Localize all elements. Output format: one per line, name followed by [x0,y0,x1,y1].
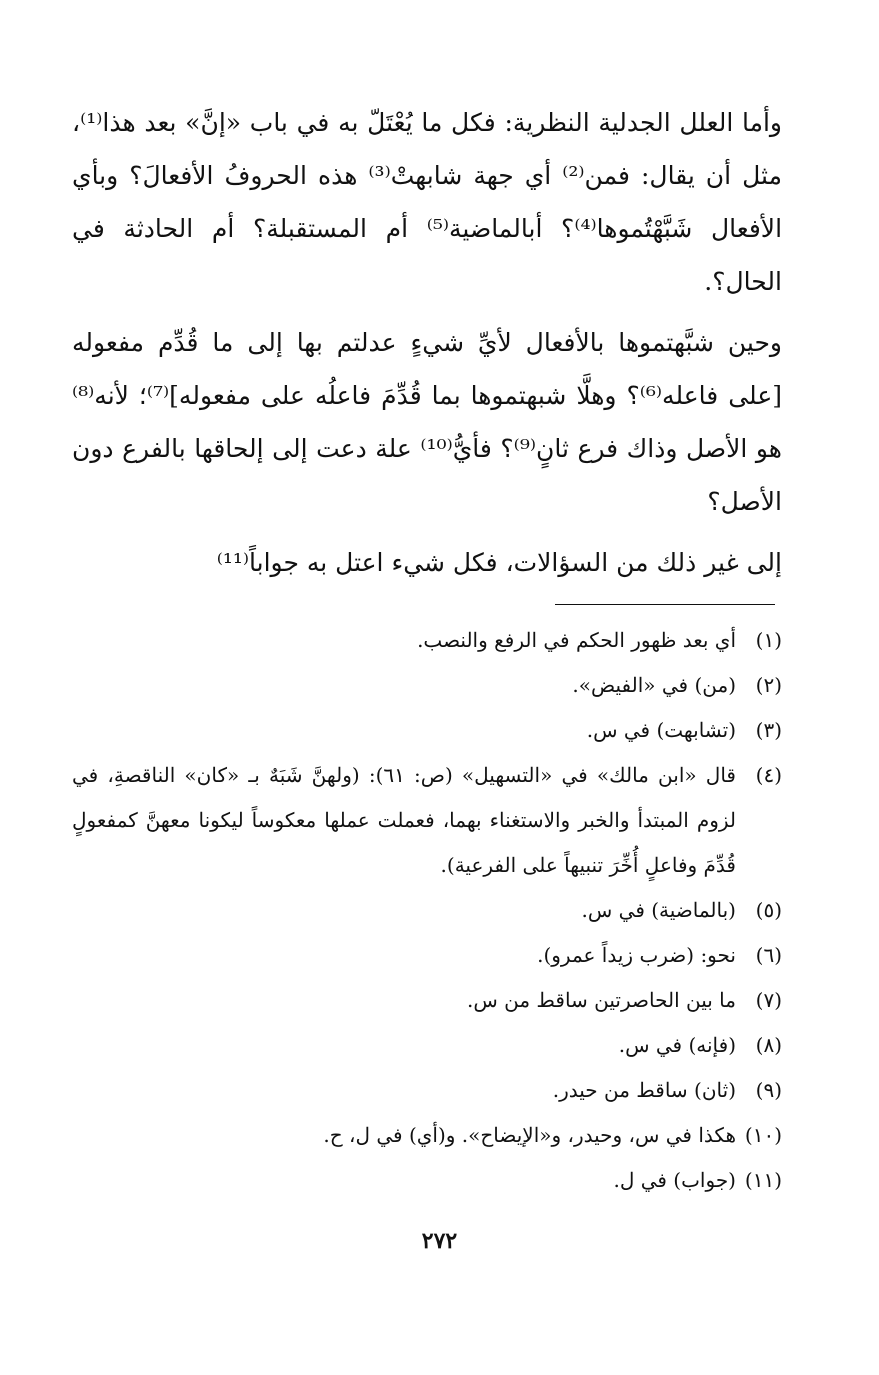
footnote-separator [555,604,775,605]
footnote-text: قال «ابن مالك» في «التسهيل» (ص: ٦١): (ولهنَّ شَبَهٌ بـ «كان» الناقصةِ، في لزوم المبتدأ والخبر والاستغناء بهما، فعملت عملها معكوساً ليكونا معهنَّ كمفعولٍ قُدِّمَ وفاعلٍ أُخِّرَ تنبيهاً على الفرعية). [72,763,736,877]
footnote [72,1068,782,1113]
footnote-number: (٩) [755,1078,782,1102]
footnote-text: (فإنه) في س. [618,1033,736,1057]
footnote-text: (تشابهت) في س. [586,718,736,742]
footnote [72,1158,782,1203]
paragraph: وأما العلل الجدلية النظرية: فكل ما يُعْتَلّ به في باب «إنَّ» بعد هذا⁽¹⁾، مثل أن يقال: فمن⁽²⁾ أي جهة شابهتْ⁽³⁾ هذه الحروفُ الأفعالَ؟ وبأي الأفعال شَبَّهْتُموها⁽⁴⁾؟ أبالماضية⁽⁵⁾ أم المستقبلة؟ أم الحادثة في الحال؟. [72,108,783,296]
footnote [72,708,782,753]
footnote [72,618,782,663]
footnote [72,933,782,978]
footnote-text: (جواب) في ل. [613,1168,736,1192]
footnotes [72,618,782,1203]
footnote-number: (٨) [755,1033,782,1057]
paragraph: وحين شبَّهتموها بالأفعال لأيِّ شيءٍ عدلتم بها إلى ما قُدِّم مفعوله [على فاعله⁽⁶⁾؟ وهلَّا شبهتموها بما قُدِّمَ فاعلُه على مفعوله]⁽⁷⁾؛ لأنه⁽⁸⁾ هو الأصل وذاك فرع ثانٍ⁽⁹⁾؟ فأيُّ⁽¹⁰⁾ علة دعت إلى إلحاقها بالفرع دون الأصل؟ [72,328,782,516]
footnote-text: (ثان) ساقط من حيدر. [552,1078,736,1102]
footnote [72,978,782,1023]
footnote [72,1023,782,1068]
footnote-number: (٤) [755,763,782,787]
footnote-text: أي بعد ظهور الحكم في الرفع والنصب. [417,628,736,652]
footnote [72,1113,782,1158]
footnote-text: هكذا في س، وحيدر، و«الإيضاح». و(أي) في ل، ح. [323,1123,736,1147]
footnote [72,753,782,888]
footnote-number: (١٠) [744,1123,782,1147]
footnote [72,663,782,708]
footnote-number: (١١) [744,1168,782,1192]
footnote-number: (٦) [755,943,782,967]
footnote-number: (٣) [755,718,782,742]
footnote-text: ما بين الحاصرتين ساقط من س. [466,988,736,1012]
footnote-text: نحو: (ضرب زيداً عمرو). [537,943,736,967]
paragraph: إلى غير ذلك من السؤالات، فكل شيء اعتل به جواباً⁽¹¹⁾ [216,548,782,577]
footnote-number: (١) [755,628,782,652]
main-text [72,96,782,589]
footnote-number: (٢) [755,673,782,697]
page-number: ٢٧٢ [421,1228,458,1254]
footnote [72,888,782,933]
footnote-text: (من) في «الفيض». [572,673,736,697]
footnote-number: (٧) [755,988,782,1012]
footnote-text: (بالماضية) في س. [581,898,736,922]
footnote-number: (٥) [755,898,782,922]
